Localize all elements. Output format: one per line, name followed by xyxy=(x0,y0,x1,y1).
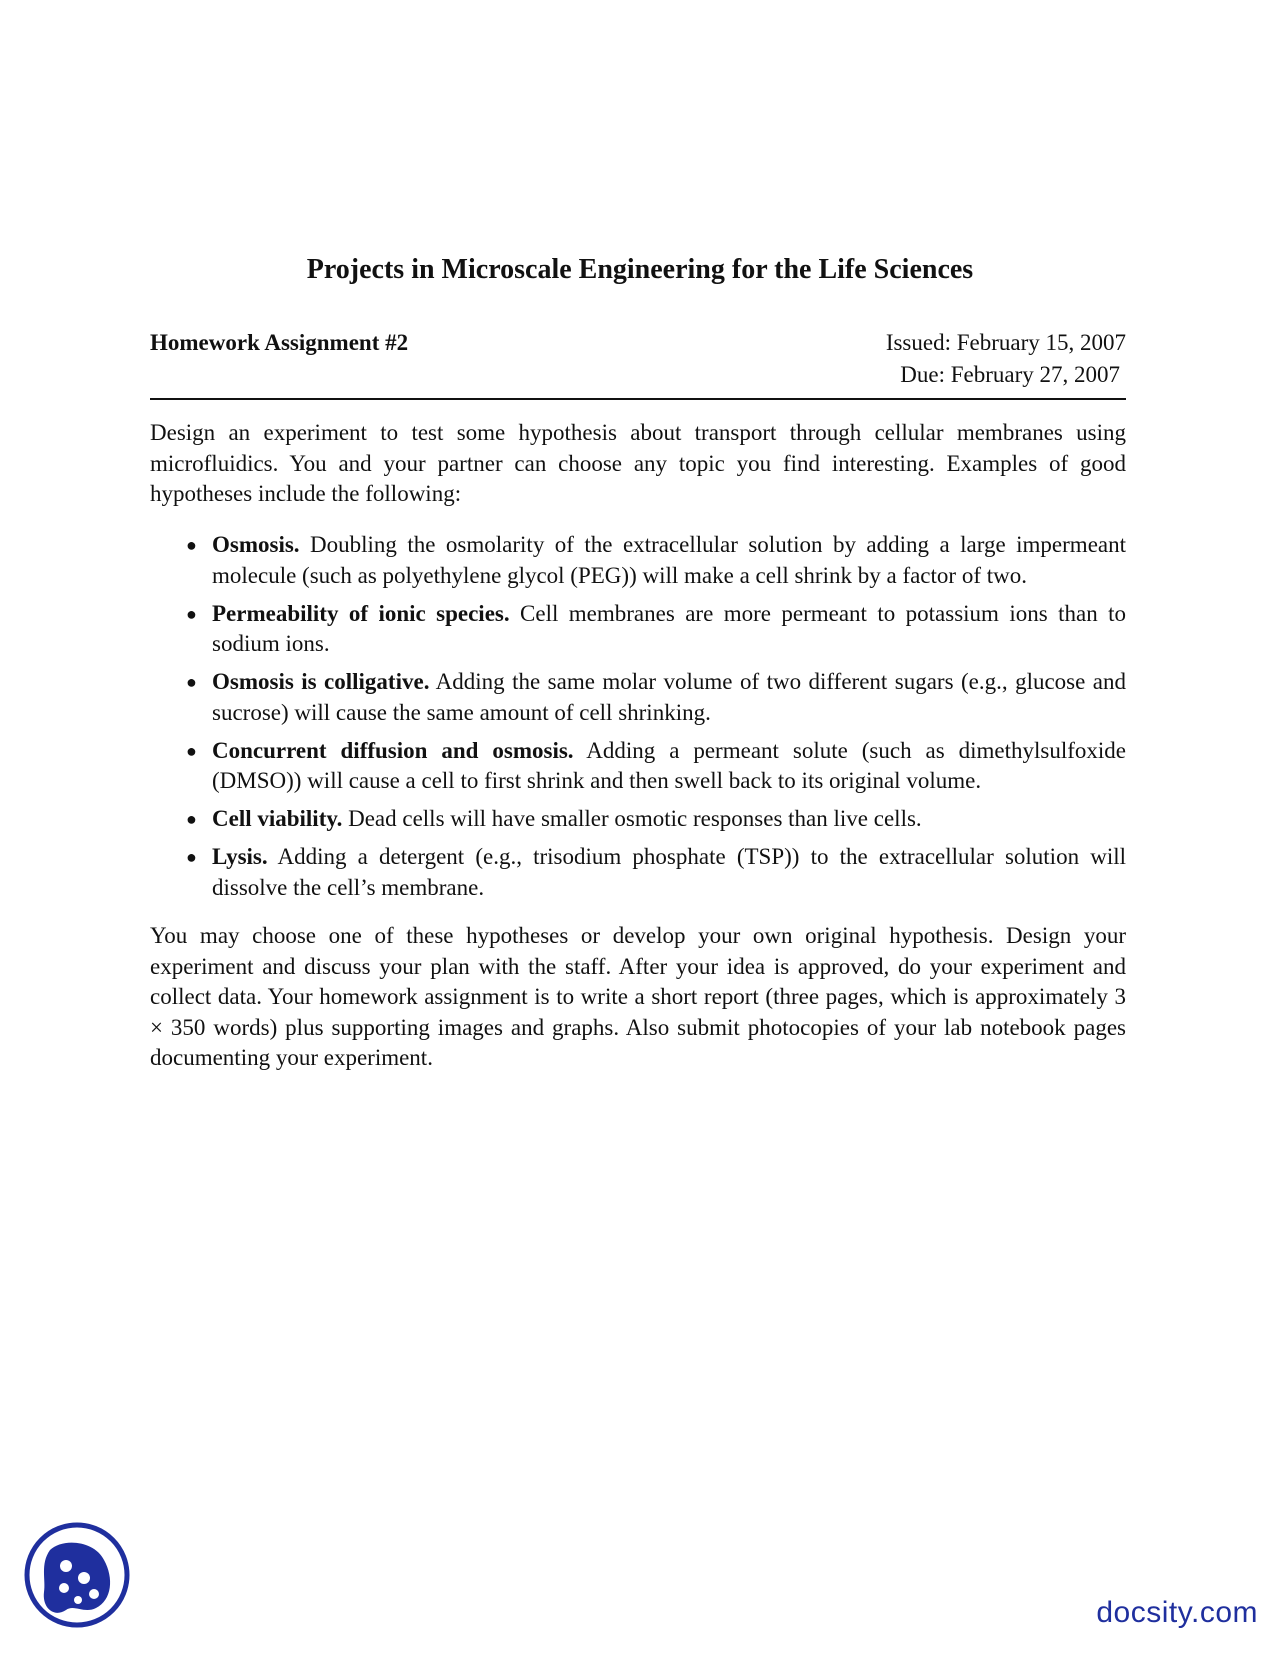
hypothesis-name: Cell viability. xyxy=(212,806,343,831)
bullet-icon: ● xyxy=(186,809,197,829)
page-title: Projects in Microscale Engineering for the Life Sciences xyxy=(306,254,974,285)
bullet-icon: ● xyxy=(186,672,197,692)
bullet-icon: ● xyxy=(186,740,197,761)
header-divider xyxy=(150,398,1126,400)
list-item xyxy=(150,842,1126,903)
hypothesis-name: Concurrent diffusion and osmosis. xyxy=(212,737,574,763)
hypothesis-text: Doubling the osmolarity of the extracellular solution by adding a large impermeant molecule (such as polyethylene glycol (PEG)) will make a cell shrink by a factor of two. xyxy=(212,532,1126,588)
hypothesis-name: Osmosis. xyxy=(212,532,300,557)
list-item xyxy=(150,667,1126,728)
docsity-logo-graphic xyxy=(22,1520,132,1630)
hypotheses-list xyxy=(150,530,1126,911)
hypothesis-text: Adding the same molar volume of two different sugars (e.g., glucose and sucrose) will cause the same amount of cell shrinking. xyxy=(212,669,1127,725)
bullet-icon: ● xyxy=(186,847,197,867)
docsity-watermark-link[interactable]: docsity.com xyxy=(1096,1596,1258,1629)
docsity-logo-icon[interactable] xyxy=(22,1520,132,1630)
list-item xyxy=(150,530,1126,591)
assignment-dates xyxy=(886,327,1126,391)
intro-paragraph: Design an experiment to test some hypothesis about transport through cellular membranes using microfluidics. You and your partner can choose any topic you find interesting. Examples of good hypotheses include the following: xyxy=(150,420,1126,506)
list-item xyxy=(150,599,1126,660)
issued-date: Issued: February 15, 2007 xyxy=(885,330,1126,355)
hypothesis-text: Adding a detergent (e.g., trisodium phosphate (TSP)) to the extracellular solution will dissolve the cell’s membrane. xyxy=(212,844,1127,900)
hypothesis-text: Cell membranes are more permeant to potassium ions than to sodium ions. xyxy=(212,600,1127,656)
hypothesis-text: Dead cells will have smaller osmotic responses than live cells. xyxy=(348,806,922,831)
hypothesis-name: Lysis. xyxy=(212,844,268,869)
list-item xyxy=(150,736,1126,797)
closing-paragraph: You may choose one of these hypotheses or develop your own original hypothesis. Design your experiment and discuss your plan with the staff. After your idea is approved, do your experiment and collect data. Your homework assignment is to write a short report (three pages, which is approximately 3 × 350 words) plus supporting images and graphs. Also submit photocopies of your lab notebook pages documenting your experiment. xyxy=(150,923,1126,1070)
hypothesis-name: Osmosis is colligative. xyxy=(212,669,430,694)
assignment-label: Homework Assignment #2 xyxy=(150,330,409,355)
bullet-icon: ● xyxy=(186,535,197,555)
hypothesis-name: Permeability of ionic species. xyxy=(212,600,510,626)
hypothesis-text: Adding a permeant solute (such as dimethylsulfoxide (DMSO)) will cause a cell to first shrink and then swell back to its original volume. xyxy=(212,737,1126,793)
due-date: Due: February 27, 2007 xyxy=(900,362,1120,387)
bullet-icon: ● xyxy=(186,603,197,624)
list-item xyxy=(150,804,1126,835)
